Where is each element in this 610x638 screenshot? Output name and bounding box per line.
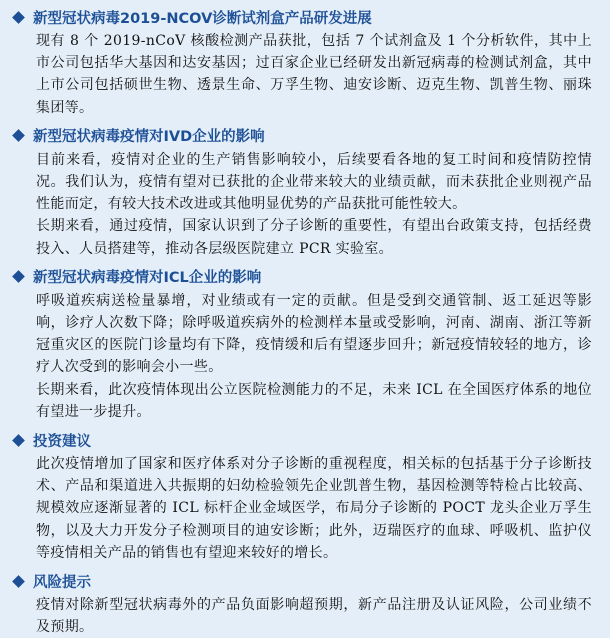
section-title: 新型冠状病毒疫情对IVD企业的影响 <box>33 129 265 146</box>
section-paragraph: 疫情对除新型冠状病毒外的产品负面影响超预期，新产品注册及认证风险，公司业绩不及预期。 <box>36 597 592 636</box>
section-title: 风险提示 <box>33 574 91 591</box>
section-title: 投资建议 <box>33 433 91 450</box>
section-ncov-kit-progress <box>10 4 598 119</box>
section-paragraph: 此次疫情增加了国家和医疗体系对分子诊断的重视程度，相关标的包括基于分子诊断技术、产品和渠道进入共振期的妇幼检验领先企业凯普生物，基因检测等特检占比较高、规模效应逐渐显著的 ICL 标杆企业金域医学，布局分子诊断的 POCT 龙头企业万孚生物，以及大力开发分子检测项目的迪安诊断；此外，迈瑞医疗的血球、呼吸机、监护仪等疫情相关产品的销售也有望迎来较好的增长。 <box>36 456 592 561</box>
diamond-bullet-icon <box>12 434 25 447</box>
section-ivd-impact <box>10 123 598 260</box>
section-paragraph: 目前来看，疫情对企业的生产销售影响较小，后续要看各地的复工时间和疫情防控情况。我们认为，疫情有望对已获批的企业带来较大的业绩贡献，而未获批企业则视产品性能而定，有较大技术改进或其他明显优势的产品获批可能性较大。 <box>36 151 592 213</box>
diamond-bullet-icon <box>12 575 25 588</box>
diamond-bullet-icon <box>12 11 25 24</box>
diamond-bullet-icon <box>12 129 25 142</box>
diamond-bullet-icon <box>12 270 25 283</box>
section-paragraph: 现有 8 个 2019-nCoV 核酸检测产品获批，包括 7 个试剂盒及 1 个分析软件，其中上市公司包括华大基因和达安基因；过百家企业已经研发出新冠病毒的检测试剂盒，其中上市公司包括硕世生物、透景生命、万孚生物、迪安诊断、迈克生物、凯普生物、丽珠集团等。 <box>36 33 592 116</box>
section-paragraph: 长期来看，通过疫情，国家认识到了分子诊断的重要性，有望出台政策支持，包括经费投入、人员搭建等，推动各层级医院建立 PCR 实验室。 <box>36 218 592 257</box>
section-title: 新型冠状病毒2019-NCOV诊断试剂盒产品研发进展 <box>33 10 372 27</box>
section-investment-advice <box>10 427 598 564</box>
section-paragraph: 长期来看，此次疫情体现出公立医院检测能力的不足，未来 ICL 在全国医疗体系的地位有望进一步提升。 <box>36 381 592 420</box>
section-title: 新型冠状病毒疫情对ICL企业的影响 <box>33 270 262 287</box>
section-icl-impact <box>10 264 598 423</box>
section-paragraph: 呼吸道疾病送检量暴增，对业绩或有一定的贡献。但是受到交通管制、返工延迟等影响，诊疗人次数下降；除呼吸道疾病外的检测样本量或受影响，河南、湖南、浙江等新冠重灾区的医院门诊量均有下降，疫情缓和后有望逐步回升；新冠疫情较轻的地方，诊疗人次受到的影响会小一些。 <box>36 292 592 376</box>
